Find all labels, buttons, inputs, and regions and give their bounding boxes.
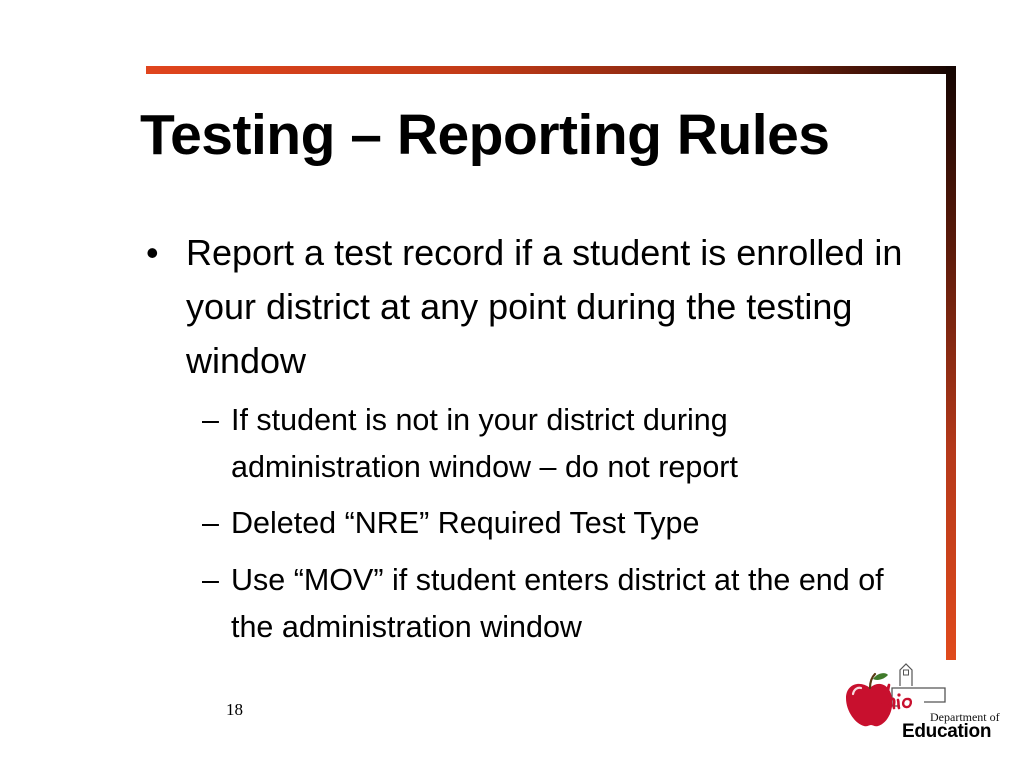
sub-bullet-marker: – [202, 563, 219, 597]
page-number: 18 [226, 700, 243, 719]
education-label: Education [902, 721, 992, 742]
sub-bullet-text: If student is not in your district during administration window – do not report [231, 403, 738, 484]
department-of-label: Department of [930, 710, 1000, 724]
sub-bullet-marker: – [202, 506, 219, 540]
right-accent-rule [946, 66, 956, 660]
sub-bullet [202, 500, 922, 547]
bullet-marker: • [146, 232, 159, 273]
sub-bullet [202, 397, 922, 491]
main-bullet [146, 226, 916, 388]
sub-bullet [202, 557, 922, 651]
ohio-department-of-education-logo [842, 662, 1006, 748]
sub-bullet-text: Use “MOV” if student enters district at the end of the administration window [231, 563, 884, 644]
slide-title: Testing – Reporting Rules [140, 103, 830, 167]
sub-bullet-text: Deleted “NRE” Required Test Type [231, 506, 700, 540]
top-accent-rule [146, 66, 956, 74]
sub-bullet-marker: – [202, 403, 219, 437]
main-bullet-text: Report a test record if a student is enrolled in your district at any point during the testing window [186, 232, 903, 381]
